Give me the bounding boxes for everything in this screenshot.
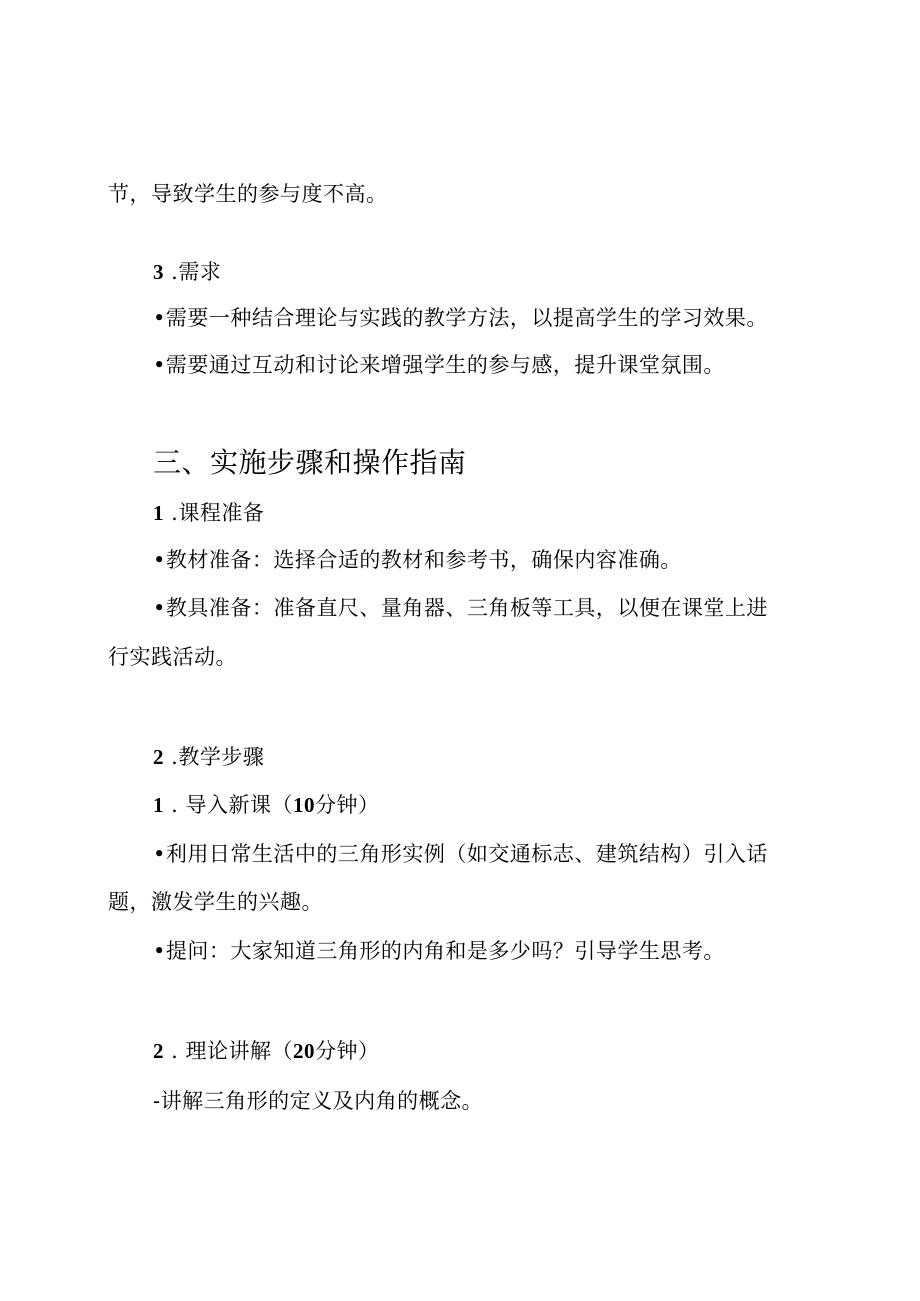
section-number: 3 [153, 260, 164, 284]
step-title-prefix: . 导入新课（ [164, 793, 294, 817]
list-item: •利用日常生活中的三角形实例（如交通标志、建筑结构）引入话 [153, 842, 768, 866]
list-item: •教具准备：准备直尺、量角器、三角板等工具，以便在课堂上进 [153, 596, 768, 620]
paragraph-continuation: 节，导致学生的参与度不高。 [108, 182, 388, 206]
subsection-number: 2 [153, 745, 164, 769]
step-1-heading [153, 791, 380, 819]
section-title: .需求 [164, 260, 222, 284]
chapter-heading: 三、实施步骤和操作指南 [153, 446, 467, 479]
section-3-heading [153, 258, 221, 286]
step-2-heading [153, 1037, 380, 1065]
subsection-title: .教学步骤 [164, 745, 265, 769]
step-number: 1 [153, 793, 164, 817]
list-item: •提问：大家知道三角形的内角和是多少吗？引导学生思考。 [153, 939, 725, 963]
subsection-1-heading [153, 499, 264, 527]
step-title-prefix: . 理论讲解（ [164, 1039, 294, 1063]
step-minutes: 10 [293, 793, 316, 817]
list-item: •教材准备：选择合适的教材和参考书，确保内容准确。 [153, 548, 682, 572]
list-item: -讲解三角形的定义及内角的概念。 [153, 1089, 484, 1113]
step-number: 2 [153, 1039, 164, 1063]
list-item-continuation: 行实践活动。 [108, 645, 237, 669]
subsection-number: 1 [153, 501, 164, 525]
step-minutes: 20 [293, 1039, 316, 1063]
list-item: •需要通过互动和讨论来增强学生的参与感，提升课堂氛围。 [153, 353, 725, 377]
step-title-suffix: 分钟） [315, 1039, 380, 1063]
subsection-2-heading [153, 743, 264, 771]
list-item: •需要一种结合理论与实践的教学方法，以提高学生的学习效果。 [153, 306, 768, 330]
subsection-title: .课程准备 [164, 501, 265, 525]
step-title-suffix: 分钟） [315, 793, 380, 817]
list-item-continuation: 题，激发学生的兴趣。 [108, 890, 323, 914]
